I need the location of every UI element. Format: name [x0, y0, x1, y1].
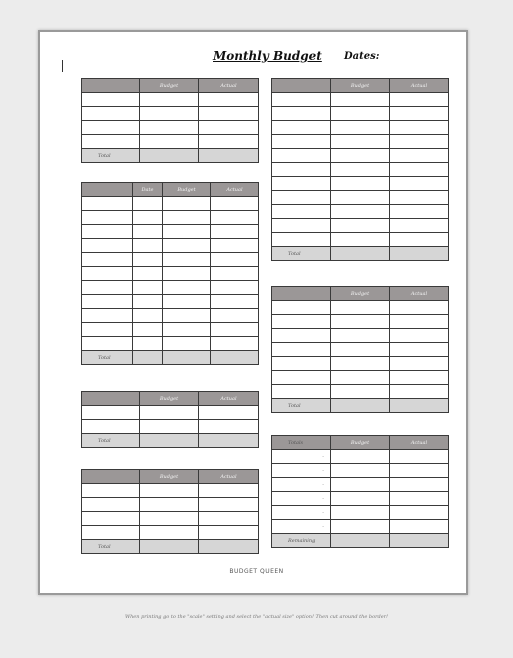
- totals-table: Totals Budget Actual - - - - - - Remaining: [271, 435, 449, 548]
- brand-footer: BUDGET QUEEN: [229, 568, 284, 575]
- budget-table-left-3: Budget Actual Total: [81, 391, 259, 448]
- dates-label: Dates:: [344, 51, 380, 62]
- budget-table-right-1: Budget Actual Total: [271, 78, 449, 261]
- text-cursor: [62, 60, 63, 72]
- budget-table-left-4: Budget Actual Total: [81, 469, 259, 554]
- budget-table-right-2: Budget Actual Total: [271, 286, 449, 413]
- budget-table-left-1: Budget Actual Total: [81, 78, 259, 163]
- print-instructions: When printing go to the "scale" setting and select the "actual size" option! Then cut around the border!: [124, 614, 389, 620]
- budget-table-left-2: Date Budget Actual Total: [81, 182, 259, 365]
- page-title: Monthly Budget: [213, 49, 322, 63]
